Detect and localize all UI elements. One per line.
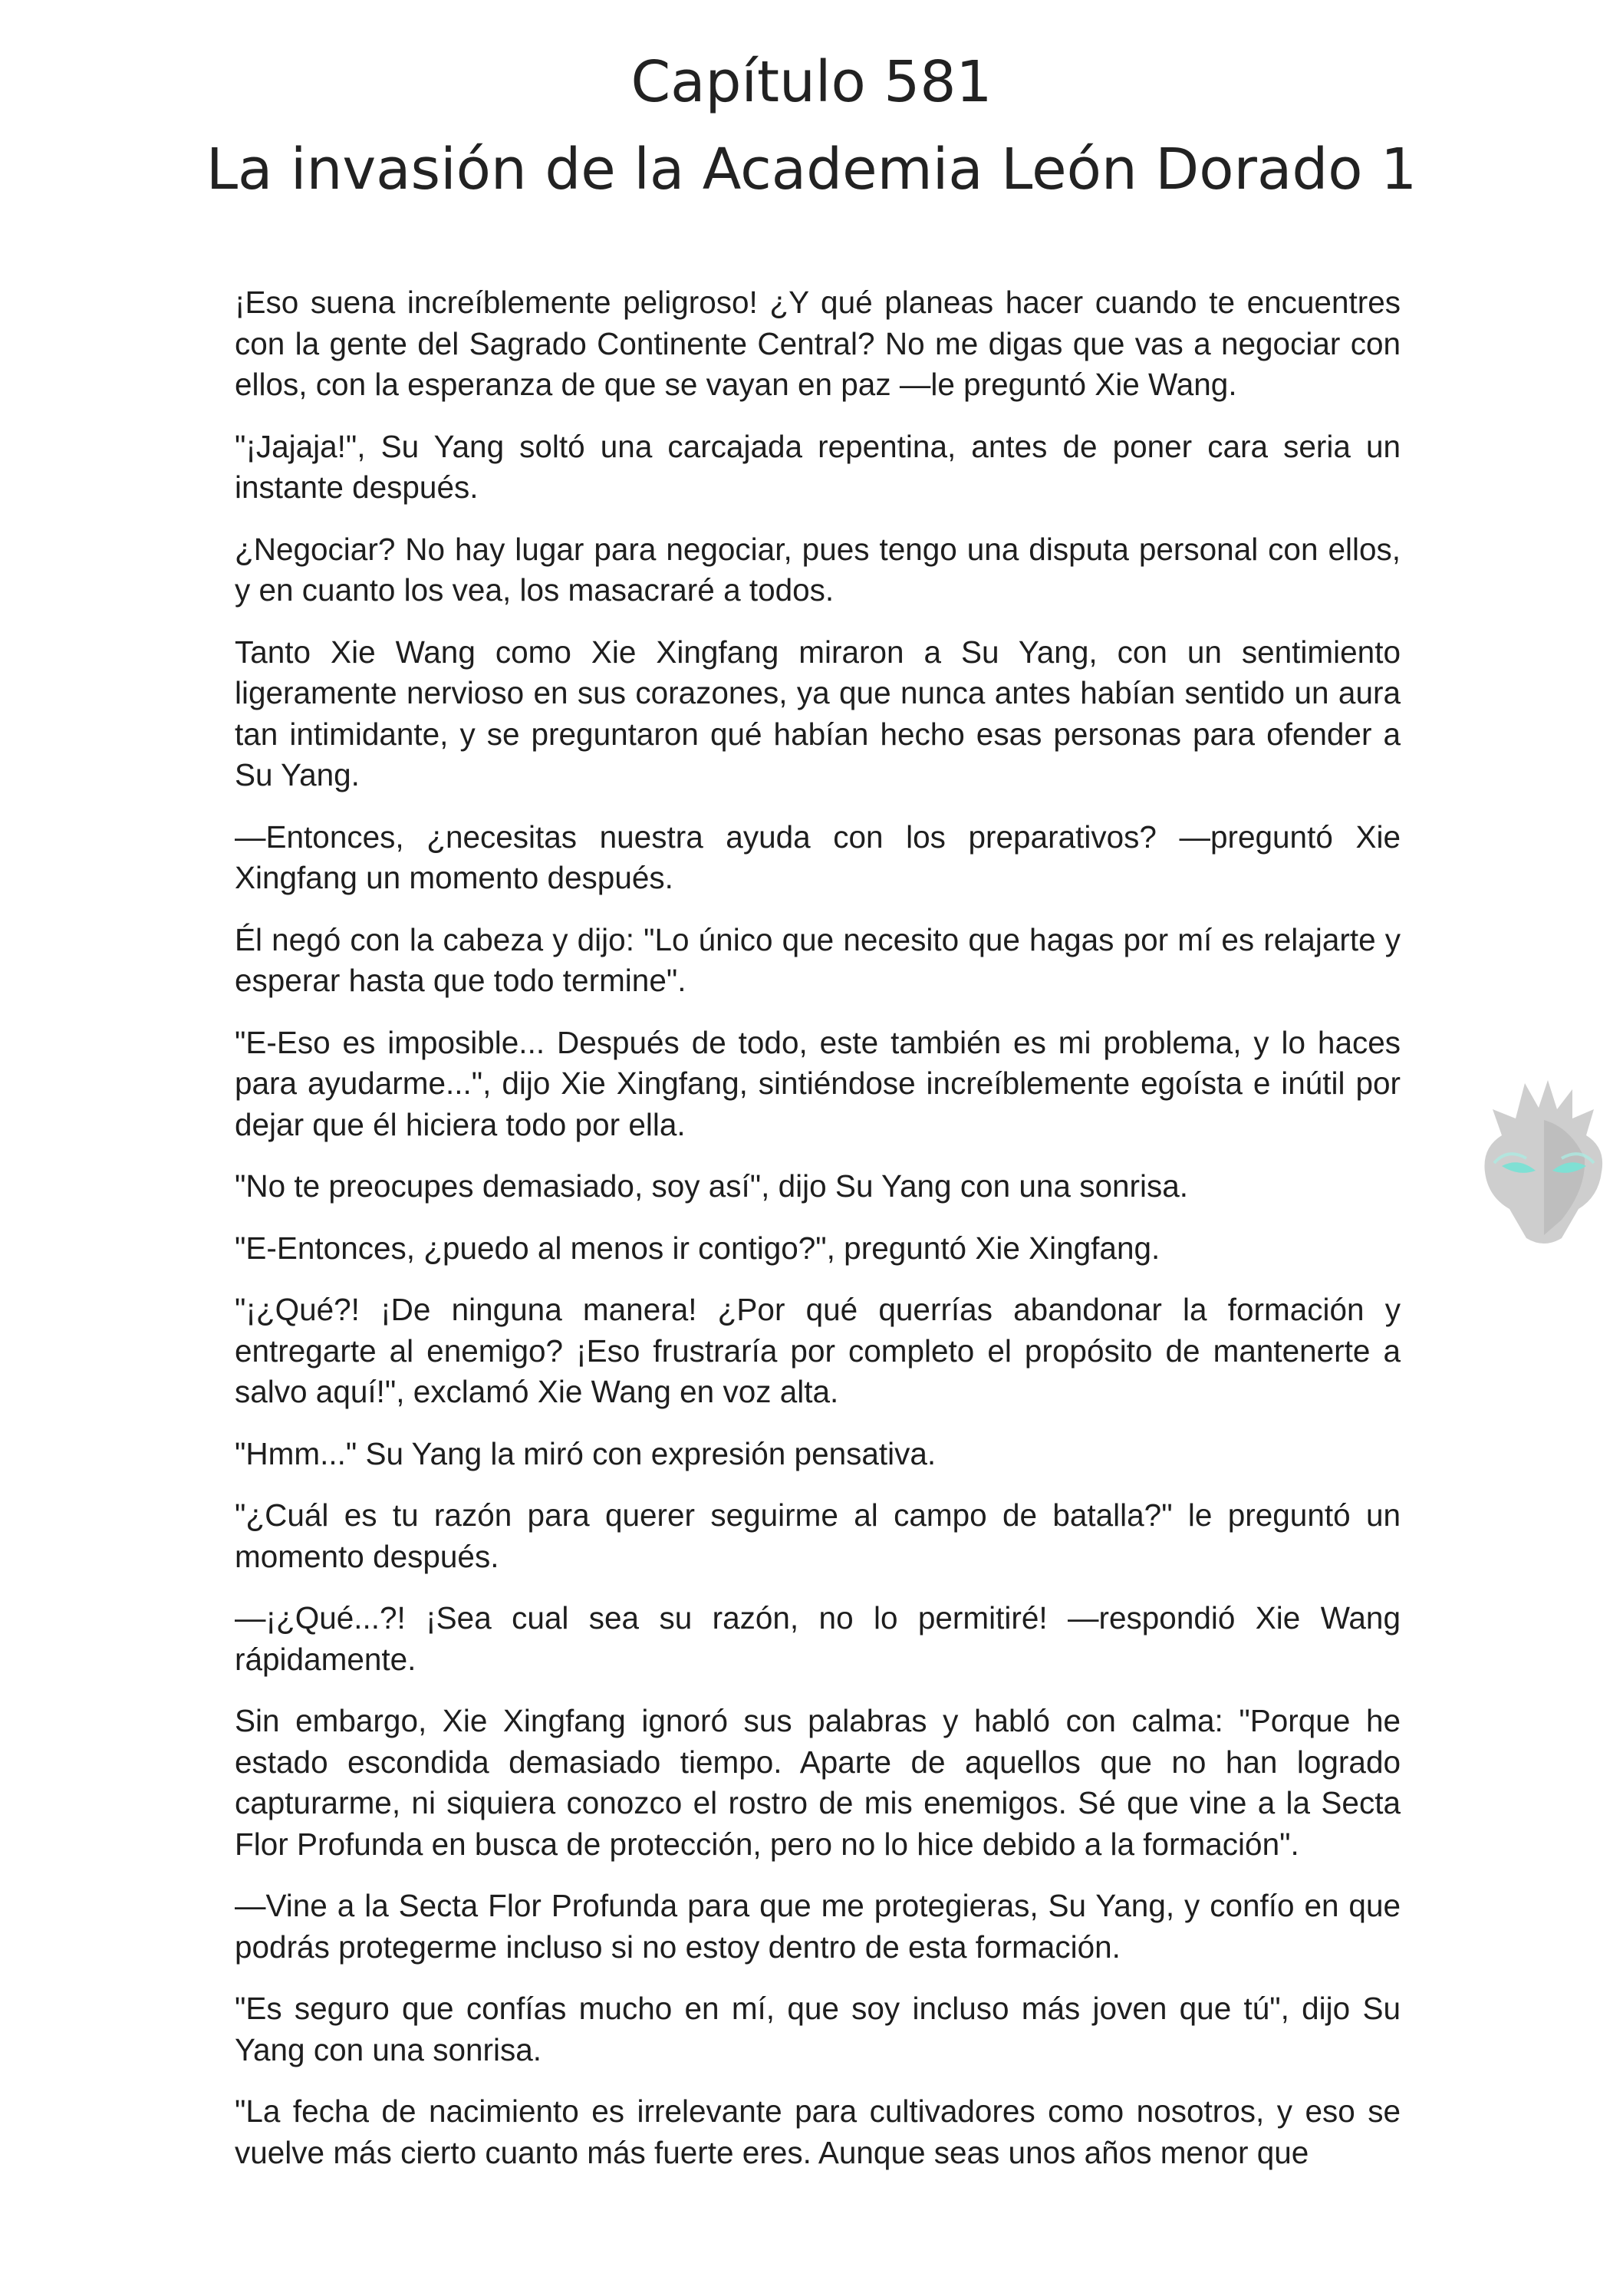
paragraph: —¡¿Qué...?! ¡Sea cual sea su razón, no lo permitiré! —respondió Xie Wang rápidamente. (235, 1600, 1401, 1677)
paragraph: "E-Eso es imposible... Después de todo, este también es mi problema, y lo haces para ayudarme...", dijo Xie Xingfang, sintiéndose increíblemente egoísta e inútil por dejar que él hiciera todo por ella. (235, 1024, 1401, 1142)
paragraph: "Es seguro que confías mucho en mí, que soy incluso más joven que tú", dijo Su Yang con una sonrisa. (235, 1991, 1401, 2067)
demon-head-logo-icon (1471, 1074, 1617, 1250)
chapter-number: Capítulo 581 (630, 49, 993, 115)
chapter-title: La invasión de la Academia León Dorado 1 (206, 137, 1417, 203)
paragraph: —Vine a la Secta Flor Profunda para que me protegieras, Su Yang, y confío en que podrás protegerme incluso si no estoy dentro de esta formación. (235, 1888, 1401, 1965)
paragraph: Tanto Xie Wang como Xie Xingfang miraron a Su Yang, con un sentimiento ligeramente nervioso en sus corazones, ya que nunca antes habían sentido un aura tan intimidante, y se preguntaron qué habían hecho esas personas para ofender a Su Yang. (235, 634, 1401, 792)
chapter-heading (0, 38, 1623, 213)
paragraph: "Hmm..." Su Yang la miró con expresión pensativa. (235, 1435, 937, 1471)
chapter-body (235, 282, 1401, 2194)
paragraph: "¡Jajaja!", Su Yang soltó una carcajada repentina, antes de poner cara seria un instante después. (235, 428, 1401, 505)
paragraph: "La fecha de nacimiento es irrelevante para cultivadores como nosotros, y eso se vuelve más cierto cuanto más fuerte eres. Aunque seas unos años menor que (235, 2093, 1401, 2170)
paragraph: ¿Negociar? No hay lugar para negociar, pues tengo una disputa personal con ellos, y en cuanto los vea, los masacraré a todos. (235, 531, 1401, 608)
paragraph: —Entonces, ¿necesitas nuestra ayuda con los preparativos? —preguntó Xie Xingfang un momento después. (235, 819, 1401, 895)
paragraph: "No te preocupes demasiado, soy así", dijo Su Yang con una sonrisa. (235, 1168, 1189, 1204)
paragraph: ¡Eso suena increíblemente peligroso! ¿Y qué planeas hacer cuando te encuentres con la gente del Sagrado Continente Central? No me digas que vas a negociar con ellos, con la esperanza de que se vayan en paz —le preguntó Xie Wang. (235, 285, 1401, 402)
paragraph: "E-Entonces, ¿puedo al menos ir contigo?", preguntó Xie Xingfang. (235, 1230, 1160, 1266)
paragraph: "¿Cuál es tu razón para querer seguirme al campo de batalla?" le preguntó un momento después. (235, 1497, 1401, 1574)
paragraph: Él negó con la cabeza y dijo: "Lo único que necesito que hagas por mí es relajarte y esperar hasta que todo termine". (235, 921, 1401, 998)
paragraph: "¡¿Qué?! ¡De ninguna manera! ¿Por qué querrías abandonar la formación y entregarte al enemigo? ¡Eso frustraría por completo el propósito de mantenerte a salvo aquí!", exclamó Xie Wang en voz alta. (235, 1292, 1401, 1409)
paragraph: Sin embargo, Xie Xingfang ignoró sus palabras y habló con calma: "Porque he estado escondida demasiado tiempo. Aparte de aquellos que no han logrado capturarme, ni siquiera conozco el rostro de mis enemigos. Sé que vine a la Secta Flor Profunda en busca de protección, pero no lo hice debido a la formación". (235, 1703, 1401, 1862)
